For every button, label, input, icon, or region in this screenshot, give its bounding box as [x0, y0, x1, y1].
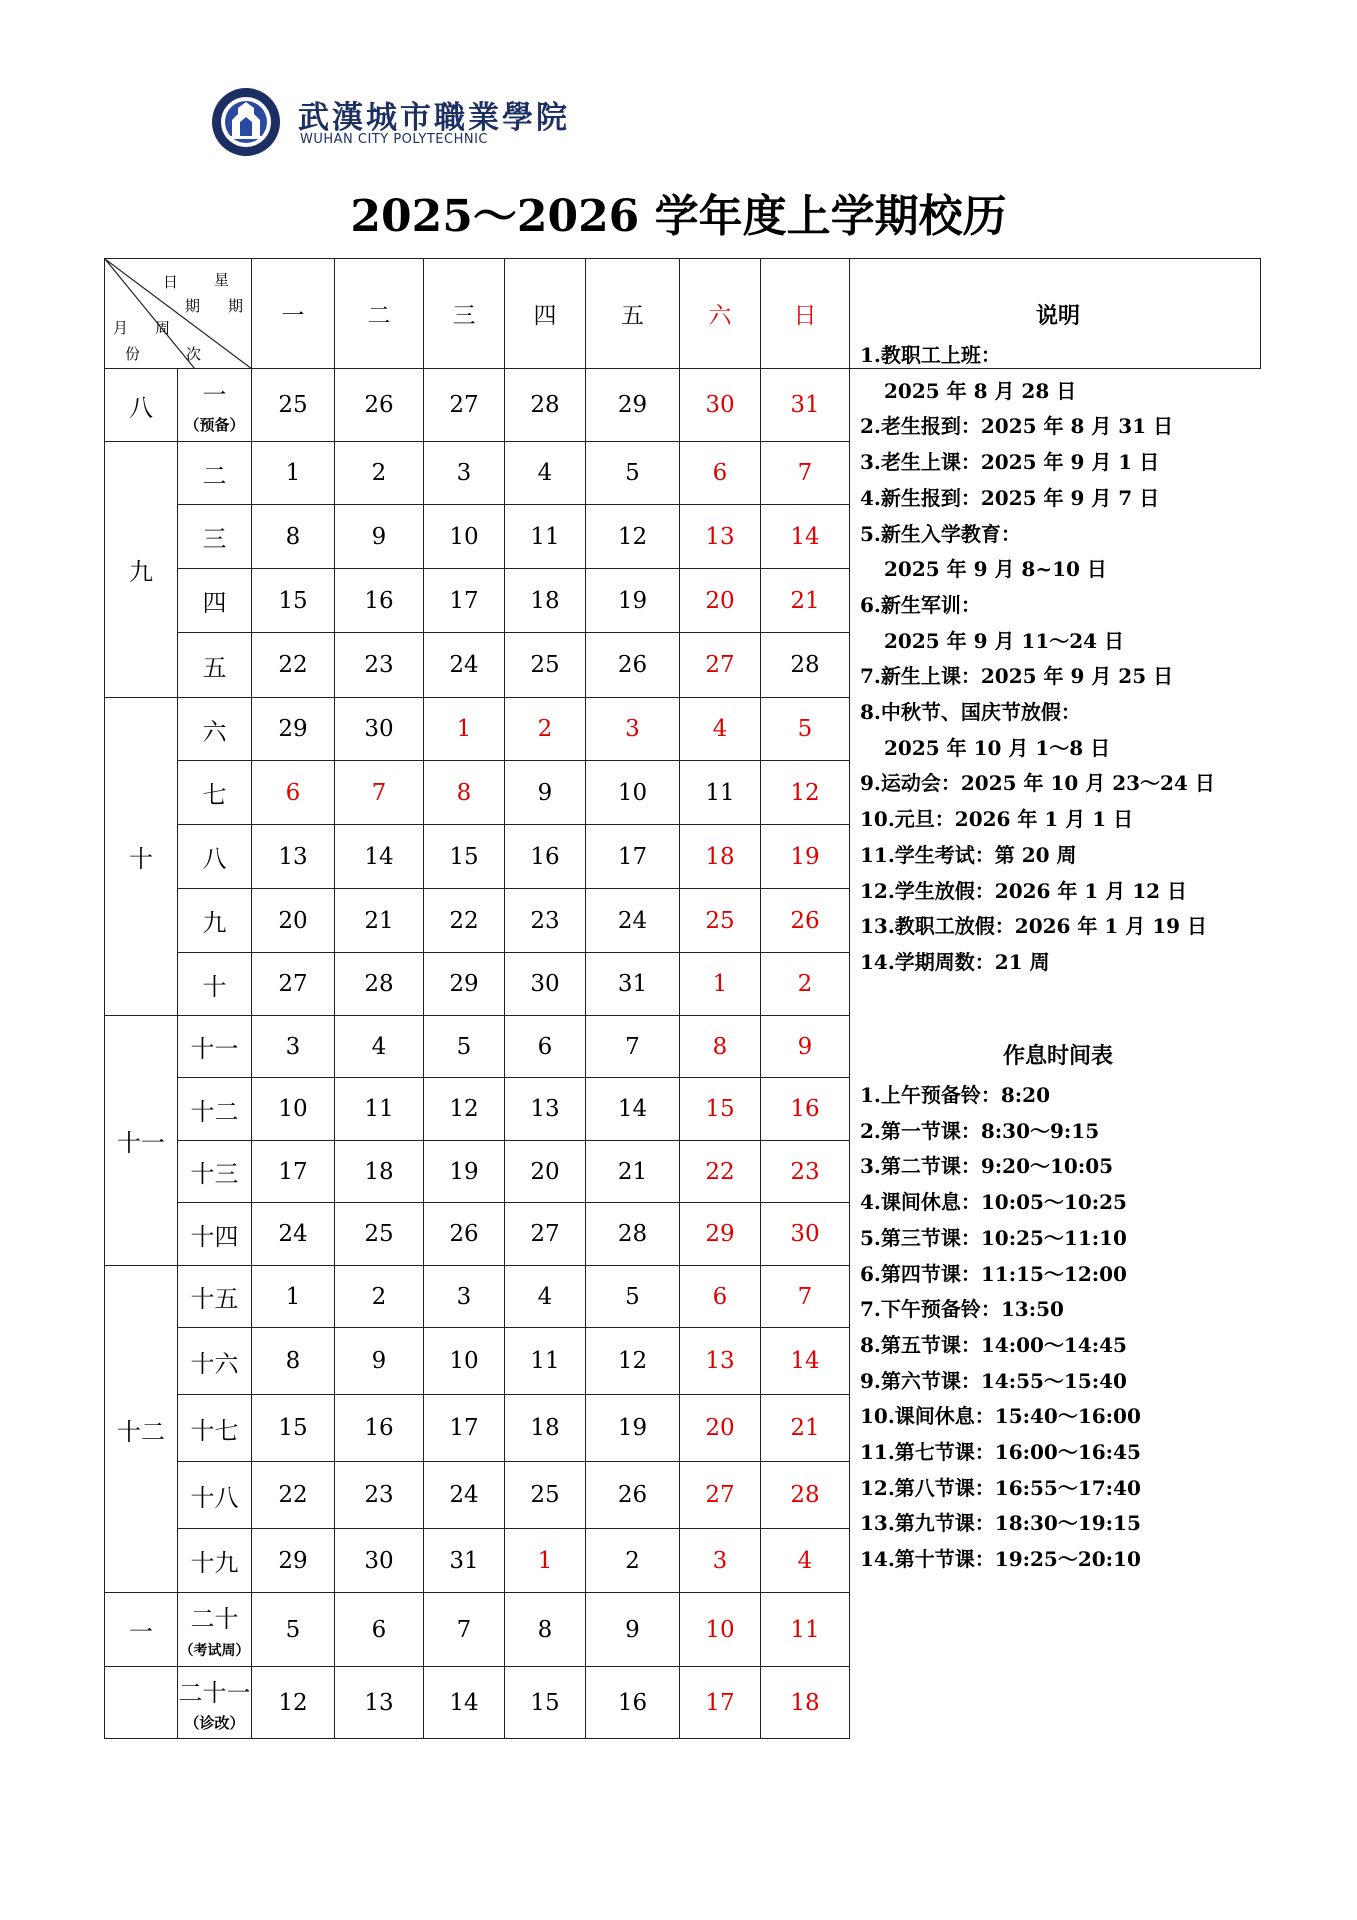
day-cell: 5 [252, 1593, 335, 1667]
corner-label-qi-2: 期 [228, 297, 244, 315]
schedule-item: 12.第八节课：16:55～17:40 [860, 1475, 1141, 1500]
day-cell: 9 [761, 1016, 850, 1078]
day-cell: 29 [586, 369, 680, 442]
weekday-header: 三 [424, 259, 505, 369]
schedule-list [860, 1078, 1256, 1578]
day-cell: 14 [761, 505, 850, 569]
day-cell: 29 [680, 1203, 761, 1266]
day-cell: 28 [586, 1203, 680, 1266]
day-cell: 5 [586, 1266, 680, 1328]
day-cell: 4 [505, 1266, 586, 1328]
week-number-cell [178, 505, 252, 569]
note-item: 13.教职工放假：2026 年 1 月 19 日 [860, 914, 1208, 939]
corner-label-yue: 月 [113, 319, 129, 337]
day-cell: 13 [335, 1667, 424, 1739]
weekday-header: 日 [761, 259, 850, 369]
day-cell: 30 [335, 1529, 424, 1593]
week-number: 十五 [190, 1285, 239, 1313]
day-cell: 6 [335, 1593, 424, 1667]
week-number-cell [178, 1266, 252, 1328]
day-cell: 24 [252, 1203, 335, 1266]
schedule-item: 9.第六节课：14:55～15:40 [860, 1368, 1127, 1393]
note-item: 4.新生报到：2025 年 9 月 7 日 [860, 485, 1160, 510]
day-cell: 20 [252, 889, 335, 953]
week-number-cell [178, 1593, 252, 1667]
day-cell: 7 [761, 442, 850, 505]
day-cell: 30 [761, 1203, 850, 1266]
day-cell: 1 [680, 953, 761, 1016]
day-cell: 7 [761, 1266, 850, 1328]
day-cell: 29 [424, 953, 505, 1016]
day-cell: 8 [424, 761, 505, 825]
day-cell: 19 [586, 569, 680, 633]
week-number: 十 [202, 972, 227, 1001]
day-cell: 15 [252, 569, 335, 633]
day-cell: 16 [505, 825, 586, 889]
week-row [105, 1667, 1261, 1739]
day-cell: 3 [586, 698, 680, 761]
corner-label-xing: 星 [214, 271, 230, 289]
day-cell: 18 [335, 1141, 424, 1203]
day-cell: 3 [424, 1266, 505, 1328]
week-number: 二十 [190, 1605, 239, 1633]
day-cell: 26 [335, 369, 424, 442]
week-number: 九 [202, 909, 227, 937]
week-number: 二十一 [178, 1678, 251, 1707]
day-cell: 20 [680, 1395, 761, 1462]
note-item: 9.运动会：2025 年 10 月 23～24 日 [860, 771, 1215, 796]
schedule-item: 1.上午预备铃：8:20 [860, 1083, 1051, 1107]
note-item: 1.教职工上班： [860, 343, 1001, 367]
day-cell: 21 [761, 569, 850, 633]
day-cell: 8 [252, 1328, 335, 1395]
day-cell: 22 [680, 1141, 761, 1203]
corner-label-ci: 次 [186, 345, 202, 363]
notes-section [860, 299, 1256, 981]
day-cell: 18 [761, 1667, 850, 1739]
day-cell: 22 [424, 889, 505, 953]
day-cell: 21 [586, 1141, 680, 1203]
school-name-cn: 武漢城市職業學院 [298, 100, 570, 136]
day-cell: 13 [252, 825, 335, 889]
day-cell: 14 [586, 1078, 680, 1141]
month-cell: 十一 [105, 1016, 178, 1266]
day-cell: 4 [680, 698, 761, 761]
week-number-cell [178, 1141, 252, 1203]
note-item: 10.元旦：2026 年 1 月 1 日 [860, 807, 1134, 832]
calendar-table [104, 258, 1261, 1739]
schedule-item: 7.下午预备铃：13:50 [860, 1297, 1064, 1322]
week-number: 十三 [190, 1160, 239, 1188]
week-number-cell [178, 369, 252, 442]
day-cell: 17 [424, 1395, 505, 1462]
weekday-header: 二 [335, 259, 424, 369]
week-number: 十二 [190, 1097, 239, 1126]
day-cell: 2 [586, 1529, 680, 1593]
week-number: 七 [202, 781, 227, 809]
day-cell: 18 [505, 1395, 586, 1462]
corner-header-cell [105, 259, 252, 369]
note-item: 6.新生军训： [860, 592, 981, 617]
day-cell: 23 [761, 1141, 850, 1203]
day-cell: 5 [586, 442, 680, 505]
day-cell: 10 [424, 505, 505, 569]
day-cell: 26 [586, 633, 680, 698]
day-cell: 5 [424, 1016, 505, 1078]
day-cell: 31 [424, 1529, 505, 1593]
day-cell: 8 [680, 1016, 761, 1078]
day-cell: 6 [680, 1266, 761, 1328]
corner-label-fen: 份 [125, 345, 141, 363]
day-cell: 3 [424, 442, 505, 505]
week-number-cell [178, 1078, 252, 1141]
day-cell: 16 [335, 569, 424, 633]
note-item: 2.老生报到：2025 年 8 月 31 日 [860, 414, 1174, 439]
day-cell: 30 [335, 698, 424, 761]
day-cell: 23 [335, 633, 424, 698]
month-cell [105, 1667, 178, 1739]
day-cell: 12 [761, 761, 850, 825]
notes-panel [850, 259, 1261, 1572]
day-cell: 29 [252, 1529, 335, 1593]
day-cell: 15 [424, 825, 505, 889]
day-cell: 17 [252, 1141, 335, 1203]
day-cell: 12 [424, 1078, 505, 1141]
day-cell: 11 [505, 505, 586, 569]
week-number: 十八 [190, 1483, 239, 1512]
day-cell: 25 [335, 1203, 424, 1266]
day-cell: 4 [505, 442, 586, 505]
schedule-item: 5.第三节课：10:25～11:10 [860, 1225, 1127, 1250]
day-cell: 11 [335, 1078, 424, 1141]
schedule-item: 10.课间休息：15:40～16:00 [860, 1404, 1141, 1429]
note-item: 14.学期周数：21 周 [860, 949, 1050, 974]
weekday-header: 五 [586, 259, 680, 369]
week-number-cell [178, 633, 252, 698]
week-number-cell [178, 1462, 252, 1529]
day-cell: 24 [586, 889, 680, 953]
day-cell: 1 [252, 1266, 335, 1328]
schedule-item: 3.第二节课：9:20～10:05 [860, 1154, 1114, 1179]
week-row [105, 1593, 1261, 1667]
day-cell: 7 [335, 761, 424, 825]
day-cell: 22 [252, 1462, 335, 1529]
day-cell: 6 [252, 761, 335, 825]
week-number-cell [178, 442, 252, 505]
day-cell: 27 [680, 633, 761, 698]
corner-label-qi-1: 期 [185, 297, 201, 315]
day-cell: 12 [586, 505, 680, 569]
day-cell: 15 [505, 1667, 586, 1739]
week-number-cell [178, 569, 252, 633]
day-cell: 9 [586, 1593, 680, 1667]
day-cell: 8 [505, 1593, 586, 1667]
day-cell: 9 [505, 761, 586, 825]
note-item: 2025 年 9 月 11～24 日 [884, 628, 1125, 653]
note-item: 2025 年 10 月 1～8 日 [884, 735, 1111, 760]
week-number: 八 [202, 845, 227, 873]
day-cell: 14 [424, 1667, 505, 1739]
week-note: （考试周） [179, 1643, 250, 1659]
day-cell: 6 [505, 1016, 586, 1078]
day-cell: 16 [761, 1078, 850, 1141]
day-cell: 31 [761, 369, 850, 442]
schedule-section [860, 1039, 1256, 1578]
day-cell: 27 [424, 369, 505, 442]
day-cell: 17 [680, 1667, 761, 1739]
day-cell: 26 [586, 1462, 680, 1529]
month-cell: 十 [105, 698, 178, 1016]
schedule-item: 8.第五节课：14:00～14:45 [860, 1332, 1127, 1357]
note-item: 2025 年 9 月 8~10 日 [884, 557, 1107, 582]
day-cell: 26 [424, 1203, 505, 1266]
day-cell: 13 [680, 505, 761, 569]
day-cell: 11 [761, 1593, 850, 1667]
week-number-cell [178, 1667, 252, 1739]
month-cell: 八 [105, 369, 178, 442]
day-cell: 17 [424, 569, 505, 633]
day-cell: 18 [680, 825, 761, 889]
corner-label-zhou: 周 [155, 319, 171, 337]
school-logo [210, 86, 570, 158]
week-number-cell [178, 1529, 252, 1593]
schedule-title: 作息时间表 [1002, 1043, 1113, 1069]
day-cell: 15 [252, 1395, 335, 1462]
day-cell: 30 [505, 953, 586, 1016]
day-cell: 7 [424, 1593, 505, 1667]
weekday-header: 一 [252, 259, 335, 369]
day-cell: 7 [586, 1016, 680, 1078]
week-number: 四 [202, 589, 227, 617]
day-cell: 28 [335, 953, 424, 1016]
note-item: 2025 年 8 月 28 日 [884, 378, 1077, 403]
day-cell: 23 [505, 889, 586, 953]
day-cell: 31 [586, 953, 680, 1016]
day-cell: 27 [680, 1462, 761, 1529]
day-cell: 21 [761, 1395, 850, 1462]
day-cell: 20 [680, 569, 761, 633]
weekday-header: 六 [680, 259, 761, 369]
day-cell: 10 [424, 1328, 505, 1395]
week-number-cell [178, 1328, 252, 1395]
schedule-item: 13.第九节课：18:30～19:15 [860, 1511, 1141, 1536]
schedule-item: 4.课间休息：10:05～10:25 [860, 1190, 1127, 1215]
schedule-item: 11.第七节课：16:00～16:45 [860, 1440, 1141, 1465]
day-cell: 2 [505, 698, 586, 761]
day-cell: 10 [680, 1593, 761, 1667]
week-number-cell [178, 761, 252, 825]
week-number: 三 [202, 525, 227, 553]
notes-list [860, 338, 1256, 981]
note-item: 7.新生上课：2025 年 9 月 25 日 [860, 664, 1174, 689]
week-number-cell [178, 1395, 252, 1462]
week-number-cell [178, 889, 252, 953]
week-number: 十七 [190, 1416, 239, 1445]
day-cell: 28 [761, 633, 850, 698]
day-cell: 25 [505, 1462, 586, 1529]
day-cell: 22 [252, 633, 335, 698]
week-number: 二 [202, 461, 227, 490]
day-cell: 9 [335, 505, 424, 569]
week-number: 十六 [190, 1349, 239, 1378]
day-cell: 8 [252, 505, 335, 569]
day-cell: 5 [761, 698, 850, 761]
day-cell: 12 [252, 1667, 335, 1739]
day-cell: 29 [252, 698, 335, 761]
day-cell: 24 [424, 1462, 505, 1529]
week-note: （诊改） [184, 1713, 245, 1732]
week-number-cell [178, 1016, 252, 1078]
day-cell: 6 [680, 442, 761, 505]
day-cell: 26 [761, 889, 850, 953]
day-cell: 2 [335, 1266, 424, 1328]
weekday-header: 四 [505, 259, 586, 369]
note-item: 3.老生上课：2025 年 9 月 1 日 [860, 450, 1160, 475]
day-cell: 19 [586, 1395, 680, 1462]
day-cell: 23 [335, 1462, 424, 1529]
week-number-cell [178, 698, 252, 761]
day-cell: 1 [252, 442, 335, 505]
day-cell: 27 [505, 1203, 586, 1266]
schedule-item: 14.第十节课：19:25～20:10 [860, 1547, 1141, 1572]
day-cell: 10 [252, 1078, 335, 1141]
note-item: 8.中秋节、国庆节放假： [860, 700, 1081, 725]
day-cell: 1 [424, 698, 505, 761]
day-cell: 18 [505, 569, 586, 633]
month-cell: 十二 [105, 1266, 178, 1593]
day-cell: 13 [680, 1328, 761, 1395]
week-number-cell [178, 1203, 252, 1266]
week-number-cell [178, 825, 252, 889]
day-cell: 14 [761, 1328, 850, 1395]
month-cell: 一 [105, 1593, 178, 1667]
schedule-item: 2.第一节课：8:30～9:15 [860, 1118, 1100, 1143]
month-cell: 九 [105, 442, 178, 698]
week-number: 五 [202, 653, 227, 682]
day-cell: 1 [505, 1529, 586, 1593]
week-number: 六 [202, 717, 227, 746]
week-number: 十一 [190, 1035, 239, 1063]
day-cell: 4 [761, 1529, 850, 1593]
day-cell: 10 [586, 761, 680, 825]
day-cell: 3 [252, 1016, 335, 1078]
school-name-en: WUHAN CITY POLYTECHNIC [300, 132, 488, 147]
page-title: 2025～2026 学年度上学期校历 [350, 191, 1007, 242]
note-item: 11.学生考试：第 20 周 [860, 842, 1077, 867]
day-cell: 24 [424, 633, 505, 698]
day-cell: 4 [335, 1016, 424, 1078]
day-cell: 28 [761, 1462, 850, 1529]
note-item: 5.新生入学教育： [860, 521, 1021, 546]
week-number-cell [178, 953, 252, 1016]
week-number: 十九 [190, 1549, 239, 1577]
day-cell: 27 [252, 953, 335, 1016]
week-number: 一 [202, 381, 227, 409]
day-cell: 25 [680, 889, 761, 953]
day-cell: 25 [505, 633, 586, 698]
day-cell: 19 [761, 825, 850, 889]
day-cell: 19 [424, 1141, 505, 1203]
day-cell: 11 [505, 1328, 586, 1395]
day-cell: 11 [680, 761, 761, 825]
day-cell: 12 [586, 1328, 680, 1395]
week-number: 十四 [190, 1222, 239, 1251]
day-cell: 28 [505, 369, 586, 442]
day-cell: 16 [335, 1395, 424, 1462]
notes-title: 说明 [1035, 303, 1080, 329]
day-cell: 9 [335, 1328, 424, 1395]
day-cell: 15 [680, 1078, 761, 1141]
day-cell: 21 [335, 889, 424, 953]
day-cell: 17 [586, 825, 680, 889]
day-cell: 25 [252, 369, 335, 442]
note-item: 12.学生放假：2026 年 1 月 12 日 [860, 878, 1188, 903]
day-cell: 14 [335, 825, 424, 889]
day-cell: 2 [335, 442, 424, 505]
day-cell: 2 [761, 953, 850, 1016]
corner-label-ri: 日 [163, 273, 179, 291]
day-cell: 3 [680, 1529, 761, 1593]
day-cell: 20 [505, 1141, 586, 1203]
day-cell: 13 [505, 1078, 586, 1141]
schedule-item: 6.第四节课：11:15～12:00 [860, 1261, 1127, 1286]
day-cell: 30 [680, 369, 761, 442]
week-note: （预备） [184, 416, 245, 434]
school-emblem-icon [210, 86, 282, 158]
day-cell: 16 [586, 1667, 680, 1739]
